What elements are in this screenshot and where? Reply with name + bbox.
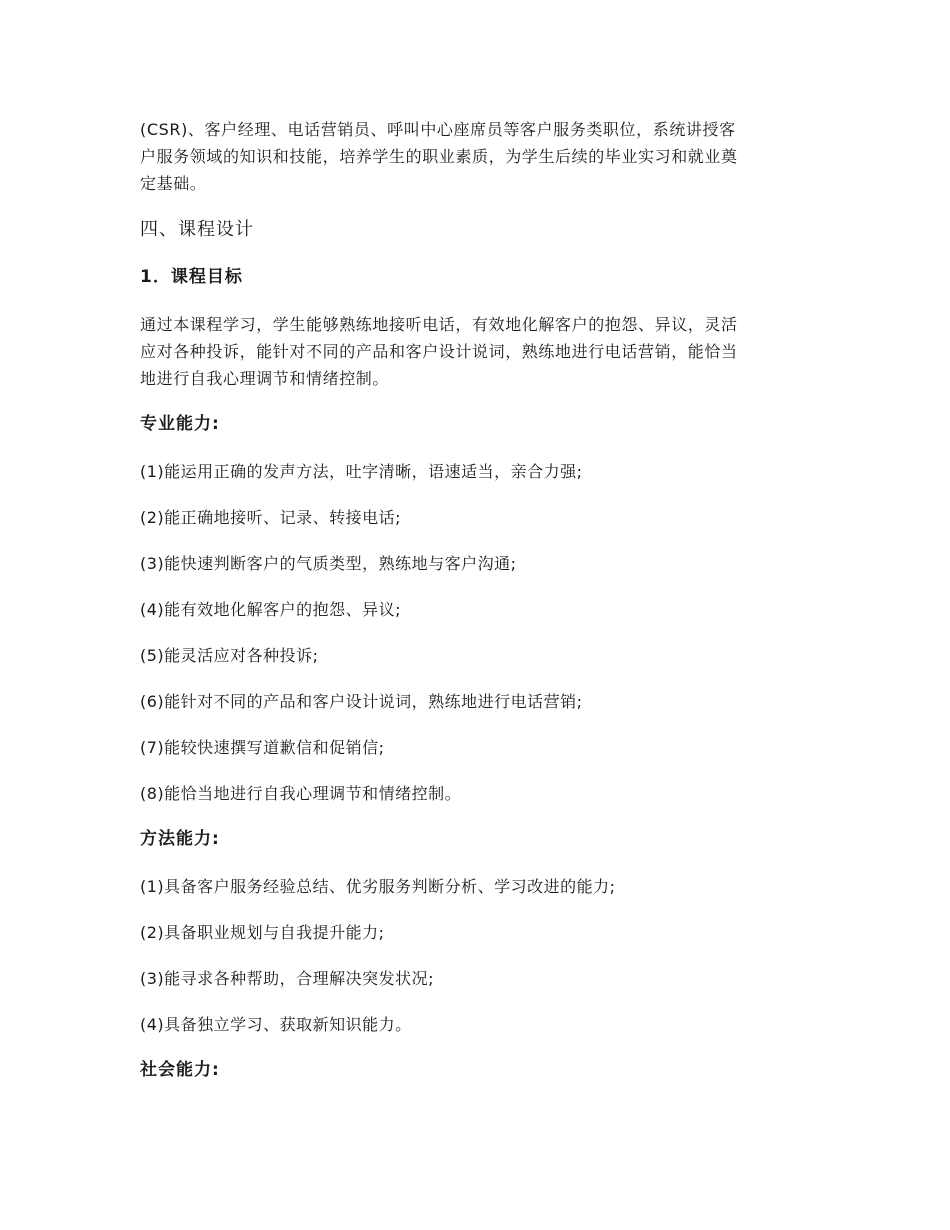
intro-paragraph <box>140 116 810 197</box>
professional-item: (4)能有效地化解客户的抱怨、异议; <box>140 600 402 619</box>
method-item: (2)具备职业规划与自我提升能力; <box>140 923 385 942</box>
intro-line: 户服务领域的知识和技能，培养学生的职业素质，为学生后续的毕业实习和就业奠 <box>140 147 738 166</box>
method-ability-title: 方法能力: <box>140 829 220 849</box>
professional-item: (6)能针对不同的产品和客户设计说词，熟练地进行电话营销; <box>140 692 583 711</box>
professional-item: (5)能灵活应对各种投诉; <box>140 646 319 665</box>
professional-item: (7)能较快速撰写道歉信和促销信; <box>140 738 385 757</box>
method-item: (3)能寻求各种帮助，合理解决突发状况; <box>140 969 435 988</box>
professional-item: (8)能恰当地进行自我心理调节和情绪控制。 <box>140 784 462 803</box>
professional-item: (3)能快速判断客户的气质类型，熟练地与客户沟通; <box>140 554 517 573</box>
professional-item: (2)能正确地接听、记录、转接电话; <box>140 508 402 527</box>
intro-line: 定基础。 <box>140 174 207 193</box>
method-item: (4)具备独立学习、获取新知识能力。 <box>140 1015 412 1034</box>
document-content <box>140 116 810 1104</box>
goal-paragraph <box>140 311 810 392</box>
goal-title: 1．课程目标 <box>140 267 243 287</box>
professional-ability-title: 专业能力: <box>140 414 220 434</box>
section-title: 四、课程设计 <box>140 219 254 240</box>
professional-item: (1)能运用正确的发声方法，吐字清晰，语速适当，亲合力强; <box>140 462 583 481</box>
method-item: (1)具备客户服务经验总结、优劣服务判断分析、学习改进的能力; <box>140 877 616 896</box>
goal-line: 地进行自我心理调节和情绪控制。 <box>140 369 390 388</box>
goal-line: 通过本课程学习，学生能够熟练地接听电话，有效地化解客户的抱怨、异议，灵活 <box>140 315 738 334</box>
goal-line: 应对各种投诉，能针对不同的产品和客户设计说词，熟练地进行电话营销，能恰当 <box>140 342 738 361</box>
social-ability-title: 社会能力: <box>140 1060 220 1080</box>
intro-line: (CSR)、客户经理、电话营销员、呼叫中心座席员等客户服务类职位，系统讲授客 <box>140 120 736 139</box>
